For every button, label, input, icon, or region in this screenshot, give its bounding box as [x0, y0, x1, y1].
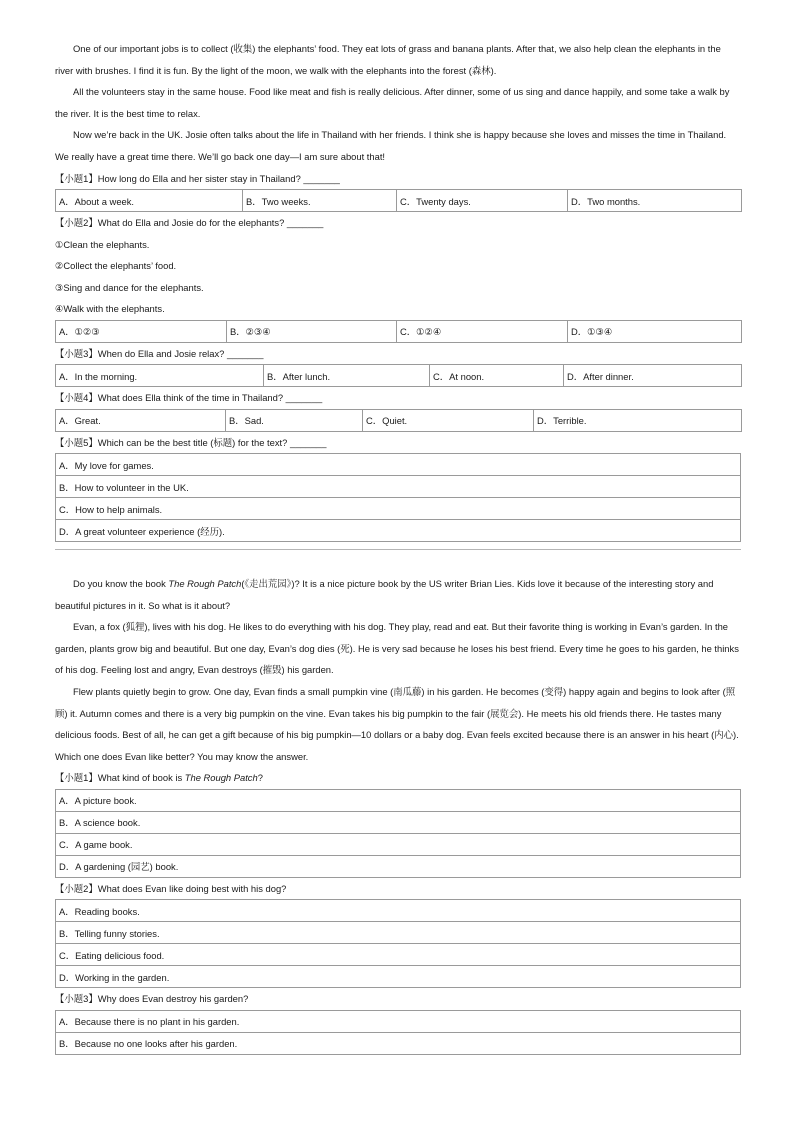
- option-a[interactable]: A．Reading books.: [56, 900, 741, 922]
- option-b[interactable]: B．②③④: [227, 320, 397, 342]
- option-d[interactable]: D．①③④: [568, 320, 742, 342]
- option-c[interactable]: C．Twenty days.: [397, 190, 568, 212]
- stem-prefix: 【小题1】What kind of book is: [55, 772, 185, 784]
- p2-question-2-stem: 【小题2】What does Evan like doing best with his dog?: [55, 882, 287, 894]
- question-1-options: [55, 189, 742, 212]
- passage1-paragraph-1: One of our important jobs is to collect (收集) the elephants’ food. They eat lots of grass and banana plants. After that, we also help clean the elephants in the river with brushes. I find it is fun. By the light of the moon, we walk with the elephants into the forest (森林).: [55, 43, 721, 76]
- question-5-options: [55, 453, 741, 542]
- option-c[interactable]: C．Eating delicious food.: [56, 944, 741, 966]
- p2-question-3-stem: 【小题3】Why does Evan destroy his garden?: [55, 993, 249, 1005]
- stem-book-title: The Rough Patch: [184, 772, 258, 784]
- option-c[interactable]: C．A game book.: [56, 833, 741, 855]
- option-b[interactable]: B．After lunch.: [264, 365, 430, 387]
- question-3-options: [55, 364, 742, 387]
- option-b[interactable]: B．Sad.: [226, 409, 363, 431]
- option-a[interactable]: A．A picture book.: [56, 789, 741, 811]
- option-c[interactable]: C．At noon.: [430, 365, 564, 387]
- passage2-paragraph-3: Flew plants quietly begin to grow. One day, Evan finds a small pumpkin vine (南瓜藤) in his garden. He becomes (变得) happy again and begins to look after (照顾) it. Autumn comes and there is a very big pumpkin on the vine. Evan takes his big pumpkin to the fair (展览会). He meets his old friends there. He tastes many delicious foods. Best of all, he can get a gift because of his big pumpkin—10 dollars or a baby dog. Evan feels excited because there is an answer in his heart (内心). Which one does Evan like better? You may know the answer.: [55, 686, 739, 762]
- question-2-item-1: ①Clean the elephants.: [55, 238, 150, 250]
- question-3-stem: 【小题3】When do Ella and Josie relax? _______: [55, 347, 264, 359]
- option-c[interactable]: C．①②④: [397, 320, 568, 342]
- question-1-stem: 【小题1】How long do Ella and her sister stay in Thailand? _______: [55, 172, 340, 184]
- question-5-stem: 【小题5】Which can be the best title (标题) for the text? _______: [55, 436, 327, 448]
- option-a[interactable]: A．Great.: [56, 409, 226, 431]
- p2-question-3-options: [55, 1010, 741, 1055]
- passage1-paragraph-3: Now we’re back in the UK. Josie often talks about the life in Thailand with her friends. I think she is happy because she loves and misses the time in Thailand. We really have a great time there. We’ll go back one day—I am sure about that!: [55, 129, 727, 162]
- question-2-item-2: ②Collect the elephants’ food.: [55, 260, 177, 272]
- option-c[interactable]: C．How to help animals.: [56, 498, 741, 520]
- option-b[interactable]: B．Two weeks.: [243, 190, 397, 212]
- worksheet-page: [55, 38, 741, 1055]
- question-2-stem: 【小题2】What do Ella and Josie do for the elephants? _______: [55, 217, 324, 229]
- section-gap: [55, 550, 741, 573]
- option-b[interactable]: B．How to volunteer in the UK.: [56, 476, 741, 498]
- question-2-item-3: ③Sing and dance for the elephants.: [55, 281, 204, 293]
- passage1-paragraph-2: All the volunteers stay in the same house. Food like meat and fish is really delicious. After dinner, some of us sing and dance happily, and some take a walk by the river. It is the best time to relax.: [55, 86, 730, 119]
- option-d[interactable]: D．After dinner.: [564, 365, 742, 387]
- option-a[interactable]: A．About a week.: [56, 190, 243, 212]
- question-4-stem: 【小题4】What does Ella think of the time in Thailand? _______: [55, 392, 323, 404]
- question-4-options: [55, 409, 742, 432]
- option-d[interactable]: D．Two months.: [568, 190, 742, 212]
- book-title: The Rough Patch: [168, 578, 242, 590]
- p1-after: (《走出荒园》)? It is a nice picture book by the US writer Brian Lies. Kids love it because of the interesting story and beautiful pictures in it. So what is it about?: [55, 578, 714, 611]
- question-2-item-4: ④Walk with the elephants.: [55, 303, 165, 315]
- p2-question-1-stem: [55, 767, 741, 789]
- option-a[interactable]: A．My love for games.: [56, 454, 741, 476]
- p2-question-2-options: [55, 899, 741, 988]
- option-b[interactable]: B．A science book.: [56, 811, 741, 833]
- question-2-options: [55, 320, 742, 343]
- p1-before: Do you know the book: [73, 578, 169, 590]
- option-d[interactable]: D．Working in the garden.: [56, 966, 741, 988]
- passage2-paragraph-2: Evan, a fox (狐狸), lives with his dog. He likes to do everything with his dog. They play, read and eat. But their favorite thing is working in Evan’s garden. In the garden, plants grow big and beautiful. But one day, Evan’s dog dies (死). He is very sad because he loses his best friend. Every time he goes to his garden, he thinks of his dog. Feeling lost and angry, Evan destroys (摧毁) his garden.: [55, 621, 739, 676]
- option-a[interactable]: A．In the morning.: [56, 365, 264, 387]
- passage2-paragraph-1: [55, 573, 741, 616]
- option-c[interactable]: C．Quiet.: [363, 409, 534, 431]
- stem-suffix: ?: [257, 772, 263, 784]
- option-b[interactable]: B．Telling funny stories.: [56, 922, 741, 944]
- option-d[interactable]: D．A great volunteer experience (经历).: [56, 520, 741, 542]
- option-d[interactable]: D．Terrible.: [534, 409, 742, 431]
- p2-question-1-options: [55, 789, 741, 878]
- option-a[interactable]: A．Because there is no plant in his garden.: [56, 1010, 741, 1032]
- option-a[interactable]: A．①②③: [56, 320, 227, 342]
- option-d[interactable]: D．A gardening (园艺) book.: [56, 855, 741, 877]
- option-b[interactable]: B．Because no one looks after his garden.: [56, 1032, 741, 1054]
